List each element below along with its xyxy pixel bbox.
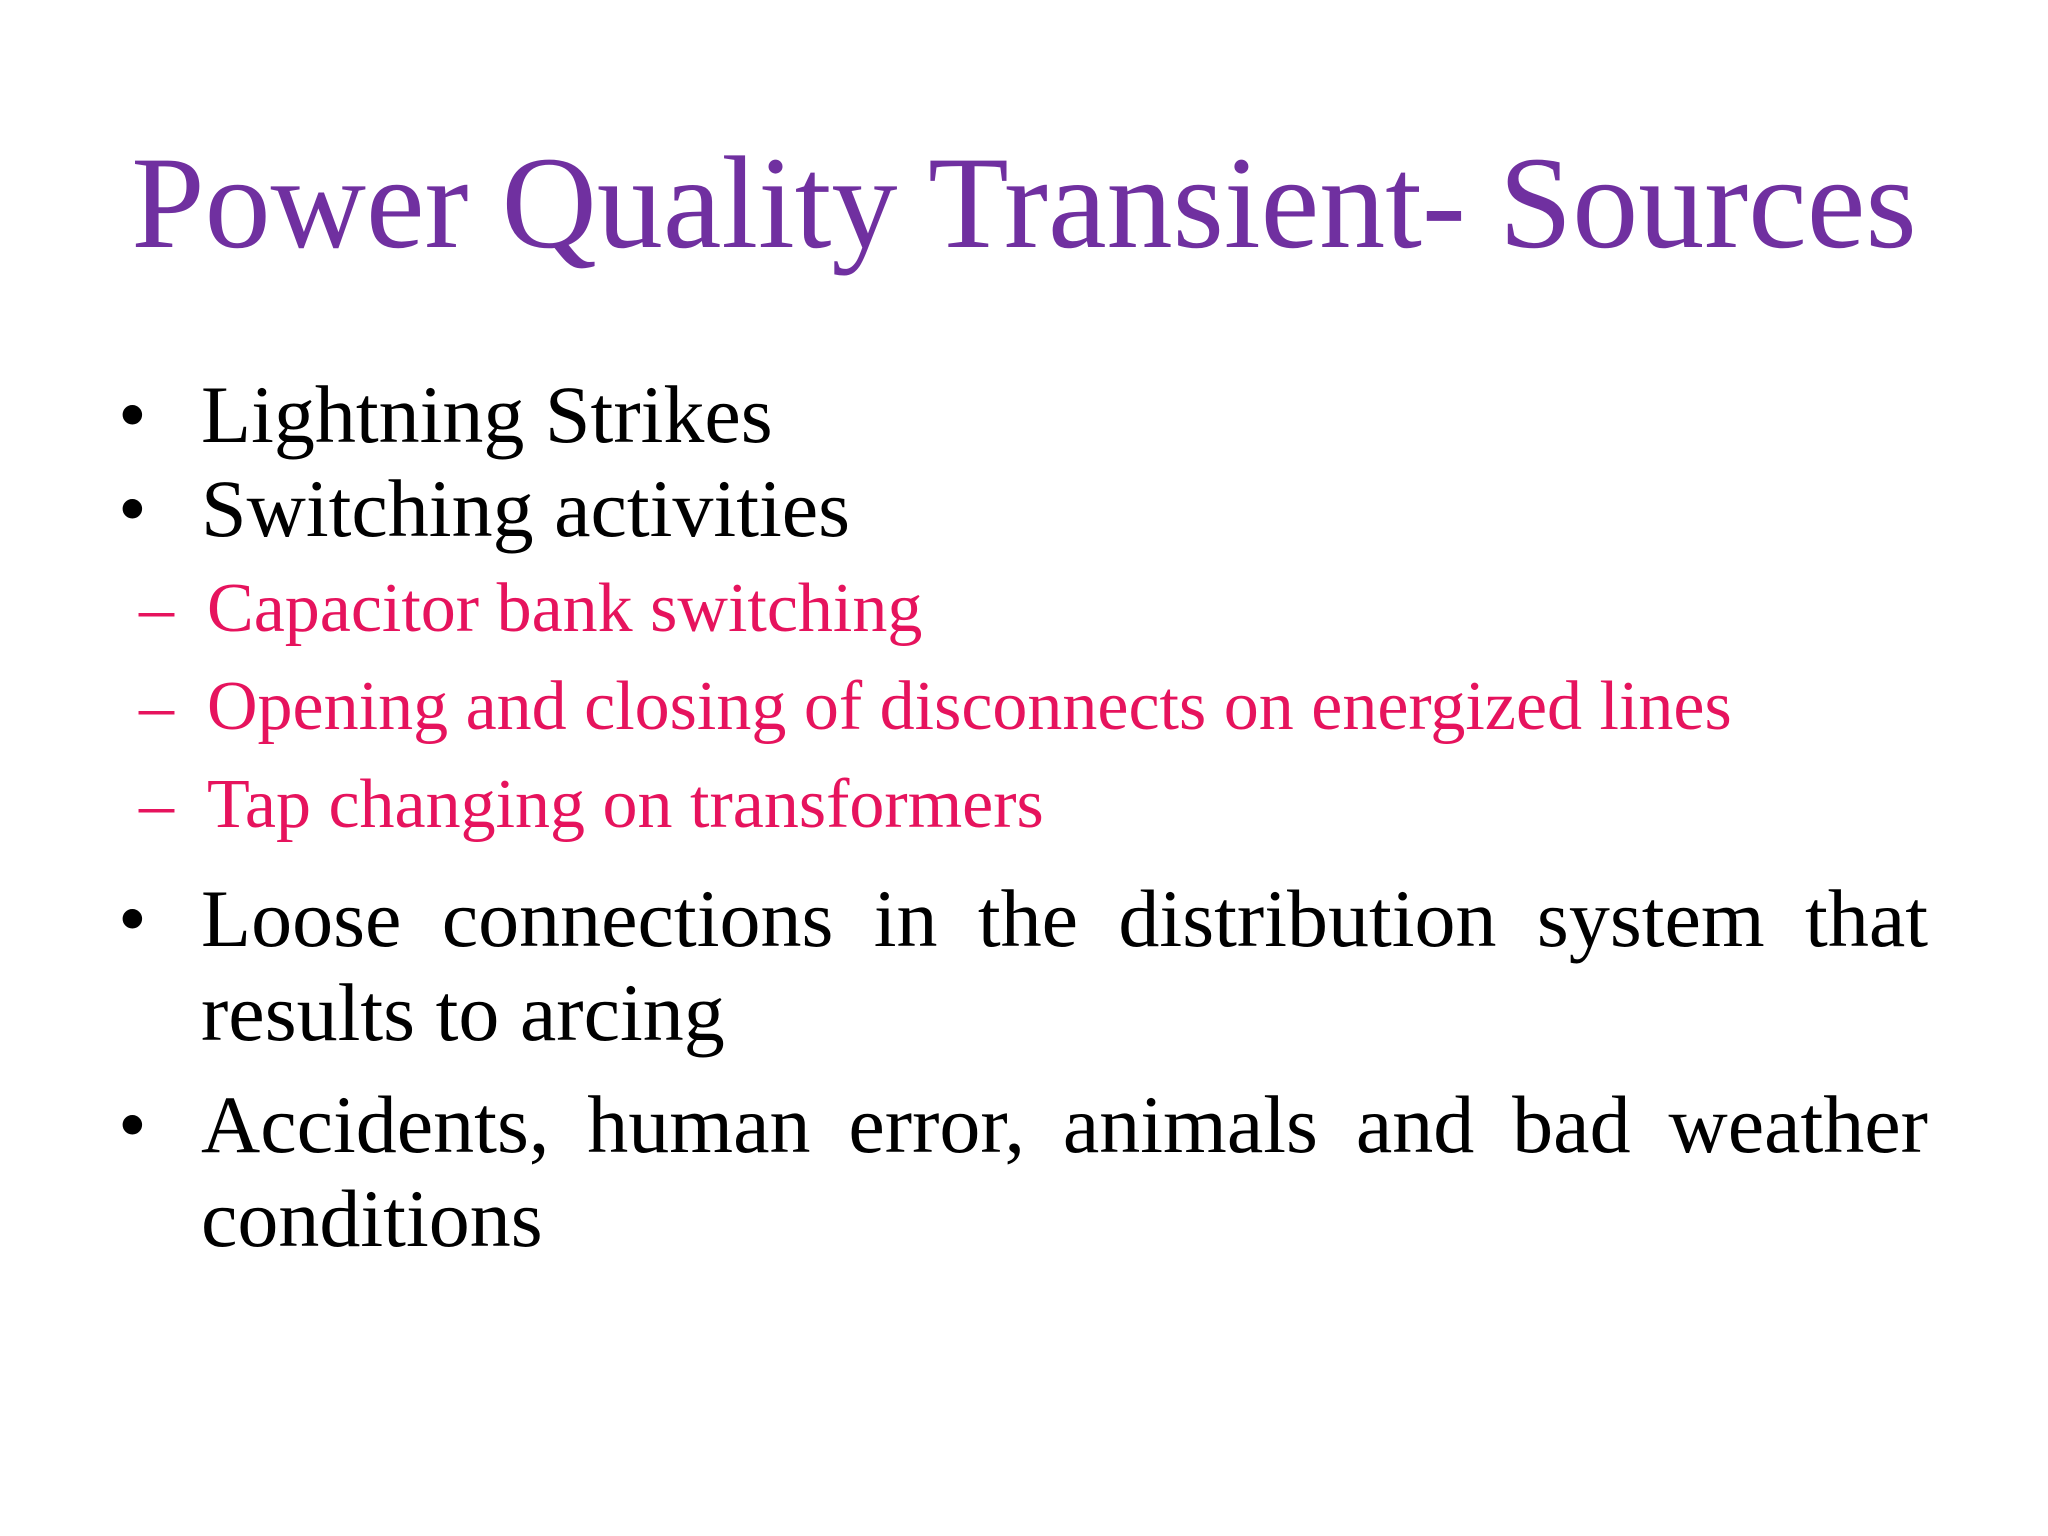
bullet-item: [118, 368, 1928, 462]
bullet-marker: •: [118, 463, 147, 554]
sub-bullet-item: [35, 560, 1928, 658]
slide-title: Power Quality Transient- Sources: [131, 129, 1917, 276]
bullet-list: [118, 368, 1928, 1266]
sub-bullet-text: Capacitor bank switching: [207, 570, 923, 647]
sub-bullet-text: Opening and closing of disconnects on energized lines: [207, 668, 1732, 745]
bullet-text: Accidents, human error, animals and bad weather conditions: [201, 1079, 1928, 1264]
dash-marker: –: [139, 570, 174, 647]
bullet-item: [118, 872, 1928, 1060]
bullet-marker: •: [118, 369, 147, 460]
dash-marker: –: [139, 766, 174, 843]
bullet-marker: •: [118, 1079, 147, 1170]
bullet-item: [118, 462, 1928, 556]
sub-bullet-item: [35, 756, 1928, 854]
sub-bullet-text: Tap changing on transformers: [207, 766, 1044, 843]
sub-bullet-item: [35, 658, 1928, 756]
dash-marker: –: [139, 668, 174, 745]
bullet-text: Loose connections in the distribution system that results to arcing: [201, 873, 1928, 1058]
bullet-marker: •: [118, 873, 147, 964]
bullet-item: [118, 1078, 1928, 1266]
bullet-text: Switching activities: [201, 463, 851, 554]
bullet-text: Lightning Strikes: [201, 369, 773, 460]
